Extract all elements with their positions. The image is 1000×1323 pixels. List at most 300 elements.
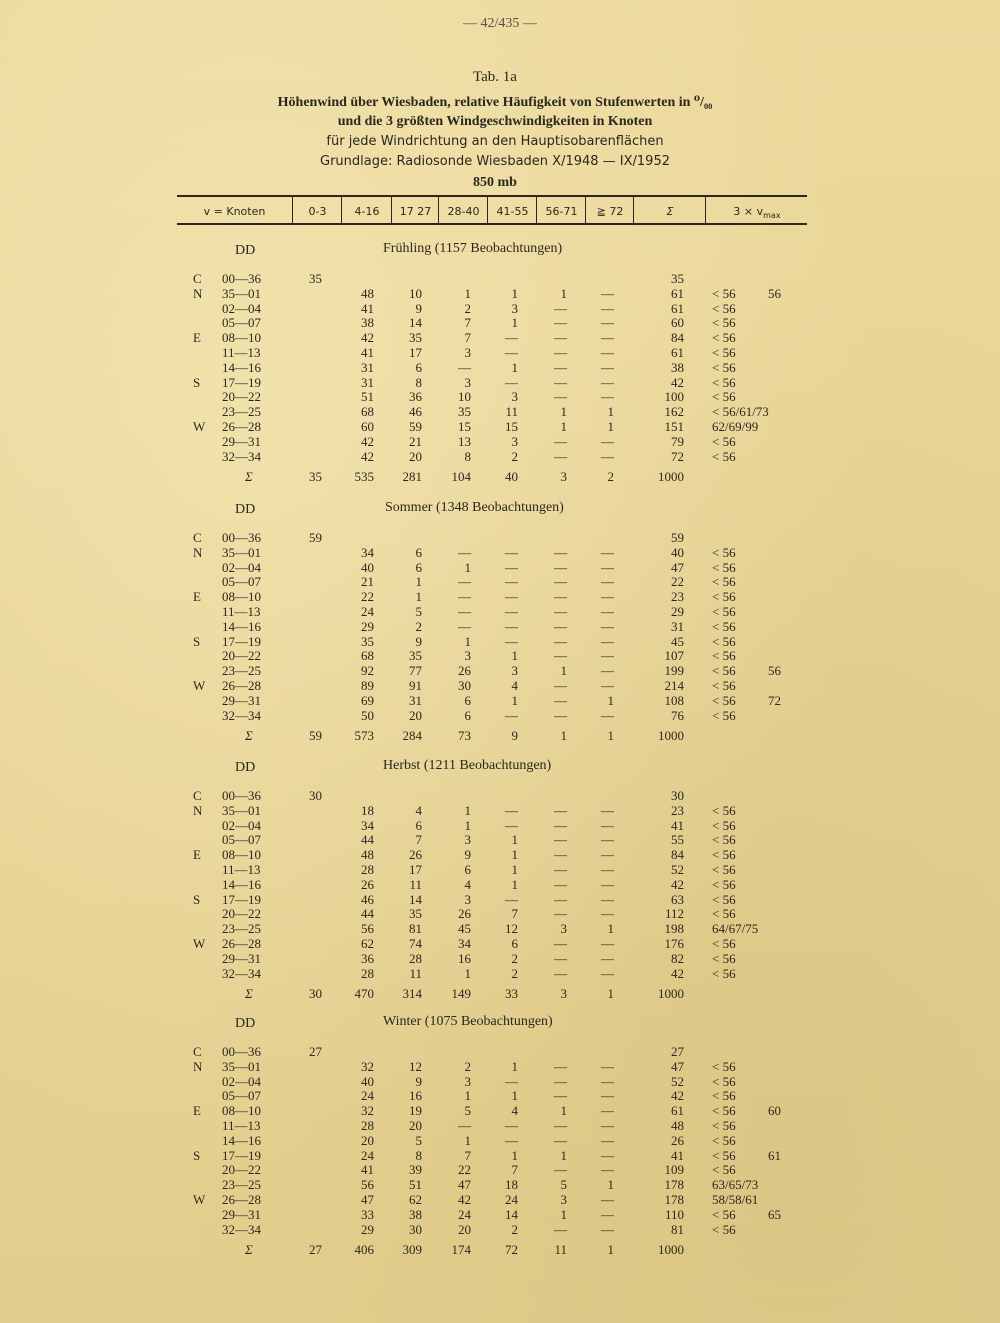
bin-value: 30 [309,788,322,803]
bin-value: — [554,448,567,464]
bin-value: 3 [464,832,471,848]
total-value: 309 [402,1242,422,1257]
row-sum: 40 [671,544,684,560]
table-row [0,788,1000,803]
bin-value: 22 [458,1162,471,1178]
table-row [0,560,1000,575]
header-bin-4: 41-55 [487,197,537,223]
bin-value: 33 [361,1206,374,1222]
bin-value: 28 [409,950,422,966]
bin-value: 15 [505,419,518,434]
bin-value: — [554,707,567,723]
bin-value: — [554,1132,567,1148]
bin-value: 3 [511,389,518,405]
row-sum: 61 [671,300,684,316]
bin-value: — [554,1088,567,1104]
row-sum: 199 [664,663,684,679]
row-sum: 61 [671,345,684,360]
bin-value: — [601,618,614,634]
bin-value: 4 [415,802,422,818]
bin-value: 32 [361,1103,374,1119]
table-row [0,693,1000,708]
bin-value: — [554,559,567,575]
bin-value: 40 [361,1073,374,1089]
header-v-label: v = Knoten [203,205,266,218]
table-row [0,877,1000,892]
bin-value: 7 [464,315,471,331]
row-sum: 110 [664,1206,684,1222]
bin-value: 11 [409,965,422,981]
row-sum: 45 [671,633,684,649]
bin-value: 36 [361,950,374,966]
compass-letter: C [193,271,202,286]
bin-value: 1 [464,802,471,818]
bin-value: 41 [361,1162,374,1178]
bin-value: — [554,300,567,316]
vmax-value: < 56 [712,618,736,634]
vmax-value: < 56 [712,1088,736,1104]
bin-value: 21 [361,574,374,590]
total-value: 30 [309,986,322,1001]
bin-value: 8 [415,1147,422,1163]
vmax-value: < 56 [712,589,736,605]
header-vmax [705,197,808,223]
row-sum: 30 [671,788,684,803]
bin-value: — [458,574,471,590]
bin-value: — [505,802,518,818]
row-sum: 100 [664,389,684,405]
bin-value: — [601,936,614,951]
bin-value: — [458,1118,471,1133]
row-sum: 35 [671,271,684,286]
vmax-value: 58/58/61 [712,1192,759,1207]
bin-value: — [554,1058,567,1074]
table-row [0,1088,1000,1103]
bin-value: — [601,847,614,863]
bin-value: 62 [409,1192,422,1207]
bin-value: 20 [409,448,422,464]
bin-value: 17 [409,862,422,877]
vmax-value: < 56 [712,315,736,331]
direction-range: 29—31 [222,433,261,449]
bin-value: 89 [361,678,374,693]
bin-value: — [458,359,471,375]
row-sum: 42 [671,965,684,981]
bin-value: 59 [409,419,422,434]
bin-value: — [554,604,567,619]
bin-value: — [505,1132,518,1148]
bin-value: — [554,876,567,892]
bin-value: 26 [458,906,471,922]
dd-label: DD [235,502,256,517]
bin-value: — [554,589,567,605]
direction-range: 11—13 [222,862,261,877]
vmax-extra: 61 [768,1147,781,1163]
table-row [0,1074,1000,1089]
bin-value: 7 [415,832,422,848]
vmax-value: < 56 [712,359,736,375]
vmax-value: < 56 [712,950,736,966]
bin-value: — [554,891,567,907]
vmax-value: < 56 [712,300,736,316]
bin-value: — [601,359,614,375]
bin-value: 1 [464,633,471,649]
bin-value: 1 [511,648,518,664]
bin-value: 26 [409,847,422,863]
bin-value: — [554,345,567,360]
totals-row [0,986,1000,1001]
direction-range: 23—25 [222,1177,261,1193]
header-vmax-sub: max [763,211,781,221]
table-row [0,434,1000,449]
bin-value: — [601,1103,614,1119]
row-sum: 41 [671,1147,684,1163]
dd-label: DD [235,243,256,258]
bin-value: — [601,862,614,877]
vmax-value: < 56 [712,633,736,649]
bin-value: 35 [409,648,422,664]
total-value: 284 [402,728,422,743]
bin-value: — [601,330,614,346]
bin-value: 62 [361,936,374,951]
vmax-value: < 56 [712,847,736,863]
bin-value: 1 [415,574,422,590]
totals-row [0,1242,1000,1257]
table-row [0,648,1000,663]
table-row [0,1222,1000,1237]
bin-value: 7 [511,1162,518,1178]
bin-value: 36 [409,389,422,405]
row-sum: 107 [664,648,684,664]
bin-value: — [554,678,567,693]
bin-value: 14 [409,315,422,331]
bin-value: 91 [409,678,422,693]
bin-value: 16 [409,1088,422,1104]
direction-range: 08—10 [222,1103,261,1119]
bin-value: 2 [511,950,518,966]
bin-value: 2 [415,618,422,634]
vmax-value: < 56 [712,906,736,922]
table-row [0,389,1000,404]
row-sum: 52 [671,862,684,877]
table-row [0,530,1000,545]
bin-value: 1 [511,862,518,877]
bin-value: — [554,648,567,664]
bin-value: 3 [560,921,567,937]
row-sum: 178 [664,1177,684,1193]
bin-value: 81 [409,921,422,937]
table-row [0,708,1000,723]
direction-range: 20—22 [222,389,261,405]
bin-value: 77 [409,663,422,679]
vmax-value: < 56 [712,1103,736,1119]
bin-value: 4 [464,876,471,892]
bin-value: 9 [415,633,422,649]
bin-value: 46 [361,891,374,907]
vmax-value: 64/67/75 [712,921,759,937]
compass-letter: C [193,530,202,545]
bin-value: — [554,1073,567,1089]
direction-range: 20—22 [222,648,261,664]
table-row [0,404,1000,419]
bin-value: — [601,345,614,360]
bin-value: — [601,544,614,560]
table-row [0,921,1000,936]
vmax-value: < 56 [712,707,736,723]
bin-value: — [601,876,614,892]
bin-value: 9 [464,847,471,863]
bin-value: 27 [309,1044,322,1059]
bin-value: 1 [511,847,518,863]
bin-value: 5 [464,1103,471,1119]
bin-value: 44 [361,906,374,922]
direction-range: 35—01 [222,544,261,560]
bin-value: — [554,374,567,390]
direction-range: 11—13 [222,345,261,360]
bin-value: — [458,589,471,605]
bin-value: 17 [409,345,422,360]
table-row [0,604,1000,619]
vmax-value: < 56 [712,544,736,560]
bin-value: 15 [458,419,471,434]
row-sum: 162 [664,404,684,420]
bin-value: — [554,1162,567,1178]
row-sum: 38 [671,359,684,375]
table-row [0,906,1000,921]
bin-value: 20 [409,707,422,723]
bin-value: — [601,817,614,833]
bin-value: 9 [415,300,422,316]
bin-value: 46 [409,404,422,420]
vmax-value: < 56 [712,1206,736,1222]
row-sum: 42 [671,1088,684,1104]
bin-value: 50 [361,707,374,723]
row-sum: 151 [664,419,684,434]
table-row [0,1103,1000,1118]
direction-range: 29—31 [222,1206,261,1222]
bin-value: 22 [361,589,374,605]
bin-value: — [601,663,614,679]
direction-range: 02—04 [222,1073,261,1089]
table-row [0,360,1000,375]
bin-value: 51 [361,389,374,405]
bin-value: 6 [464,707,471,723]
table-row [0,574,1000,589]
bin-value: — [601,589,614,605]
bin-value: 1 [607,419,614,434]
table-row [0,589,1000,604]
bin-value: — [601,1162,614,1178]
total-value: 174 [451,1242,471,1257]
vmax-value: < 56 [712,433,736,449]
bin-value: — [554,862,567,877]
direction-range: 35—01 [222,802,261,818]
bin-value: 51 [409,1177,422,1193]
total-value: 2 [607,469,614,484]
total-value: 1 [560,728,567,743]
row-sum: 61 [671,285,684,301]
direction-range: 05—07 [222,832,261,848]
bin-value: 30 [409,1221,422,1237]
direction-range: 26—28 [222,419,261,434]
bin-value: 1 [560,285,567,301]
vmax-extra: 56 [768,285,781,301]
bin-value: 7 [464,1147,471,1163]
table-row [0,892,1000,907]
bin-value: 59 [309,530,322,545]
bin-value: 1 [464,285,471,301]
row-sum: 79 [671,433,684,449]
row-sum: 23 [671,802,684,818]
bin-value: — [554,330,567,346]
bin-value: 92 [361,663,374,679]
dd-label: DD [235,760,256,775]
table-label: Tab. 1a [473,69,517,85]
total-value: 573 [354,728,374,743]
bin-value: — [601,802,614,818]
total-value: 1 [607,728,614,743]
row-sum: 61 [671,1103,684,1119]
page-number: — 42/435 — [463,16,537,31]
bin-value: — [601,1147,614,1163]
bin-value: 41 [361,345,374,360]
bin-value: 6 [464,692,471,708]
bin-value: 35 [309,271,322,286]
vmax-value: < 56 [712,1162,736,1178]
row-sum: 47 [671,1058,684,1074]
bin-value: — [505,544,518,560]
bin-value: — [601,891,614,907]
bin-value: — [601,374,614,390]
header-bin-6: ≧ 72 [585,197,634,223]
bin-value: — [601,1221,614,1237]
bin-value: — [458,618,471,634]
bin-value: — [505,891,518,907]
row-sum: 108 [664,692,684,708]
bin-value: — [554,802,567,818]
compass-letter: S [193,891,201,907]
bin-value: 14 [409,891,422,907]
row-sum: 41 [671,817,684,833]
bin-value: — [505,604,518,619]
direction-range: 23—25 [222,663,261,679]
row-sum: 72 [671,448,684,464]
total-value: 470 [354,986,374,1001]
bin-value: 6 [415,817,422,833]
bin-value: 29 [361,1221,374,1237]
bin-value: 4 [511,678,518,693]
bin-value: 42 [361,433,374,449]
bin-value: — [554,574,567,590]
vmax-value: < 56 [712,936,736,951]
direction-range: 11—13 [222,1118,261,1133]
bin-value: 39 [409,1162,422,1178]
vmax-value: < 56 [712,648,736,664]
bin-value: — [601,448,614,464]
header-bin-3: 28-40 [438,197,488,223]
bin-value: 12 [409,1058,422,1074]
compass-letter: W [193,678,206,693]
table-row [0,271,1000,286]
bin-value: — [554,950,567,966]
direction-range: 14—16 [222,359,261,375]
row-sum: 42 [671,876,684,892]
bin-value: 1 [464,559,471,575]
bin-value: — [601,707,614,723]
bin-value: 3 [511,433,518,449]
bin-value: 1 [464,965,471,981]
bin-value: 18 [505,1177,518,1193]
direction-range: 02—04 [222,300,261,316]
bin-value: 35 [409,330,422,346]
row-sum: 31 [671,618,684,634]
total-value: 3 [560,986,567,1001]
bin-value: — [601,300,614,316]
vmax-value: < 56 [712,1221,736,1237]
bin-value: 56 [361,921,374,937]
bin-value: 1 [560,1103,567,1119]
vmax-value: 62/69/99 [712,419,759,434]
table-row [0,1162,1000,1177]
bin-value: 6 [415,559,422,575]
bin-value: 6 [464,862,471,877]
total-sum: 1000 [658,1242,684,1257]
total-value: 59 [309,728,322,743]
bin-value: — [601,1118,614,1133]
total-value: 33 [505,986,518,1001]
table-row [0,936,1000,951]
table-row [0,862,1000,877]
table-row [0,803,1000,818]
bin-value: — [601,389,614,405]
bin-value: 10 [409,285,422,301]
bin-value: 21 [409,433,422,449]
vmax-value: < 56 [712,832,736,848]
bin-value: — [554,1221,567,1237]
bin-value: — [601,906,614,922]
bin-value: 26 [458,663,471,679]
bin-value: — [554,315,567,331]
vmax-value: < 56 [712,559,736,575]
row-sum: 59 [671,530,684,545]
bin-value: — [601,678,614,693]
total-value: 72 [505,1242,518,1257]
table-row [0,663,1000,678]
bin-value: 10 [458,389,471,405]
bin-value: 47 [458,1177,471,1193]
bin-value: — [554,965,567,981]
bin-value: — [458,604,471,619]
bin-value: 11 [505,404,518,420]
bin-value: — [505,1073,518,1089]
subtitle-line-1: für jede Windrichtung an den Hauptisobarenflächen [326,134,664,149]
bin-value: 20 [361,1132,374,1148]
row-sum: 176 [664,936,684,951]
bin-value: 3 [464,345,471,360]
row-sum: 81 [671,1221,684,1237]
compass-letter: W [193,419,206,434]
row-sum: 84 [671,847,684,863]
bin-value: 44 [361,832,374,848]
bin-value: 24 [361,1147,374,1163]
direction-range: 05—07 [222,315,261,331]
direction-range: 35—01 [222,1058,261,1074]
bin-value: 34 [361,817,374,833]
total-value: 314 [402,986,422,1001]
bin-value: 6 [415,359,422,375]
vmax-value: 63/65/73 [712,1177,759,1193]
bin-value: — [601,285,614,301]
